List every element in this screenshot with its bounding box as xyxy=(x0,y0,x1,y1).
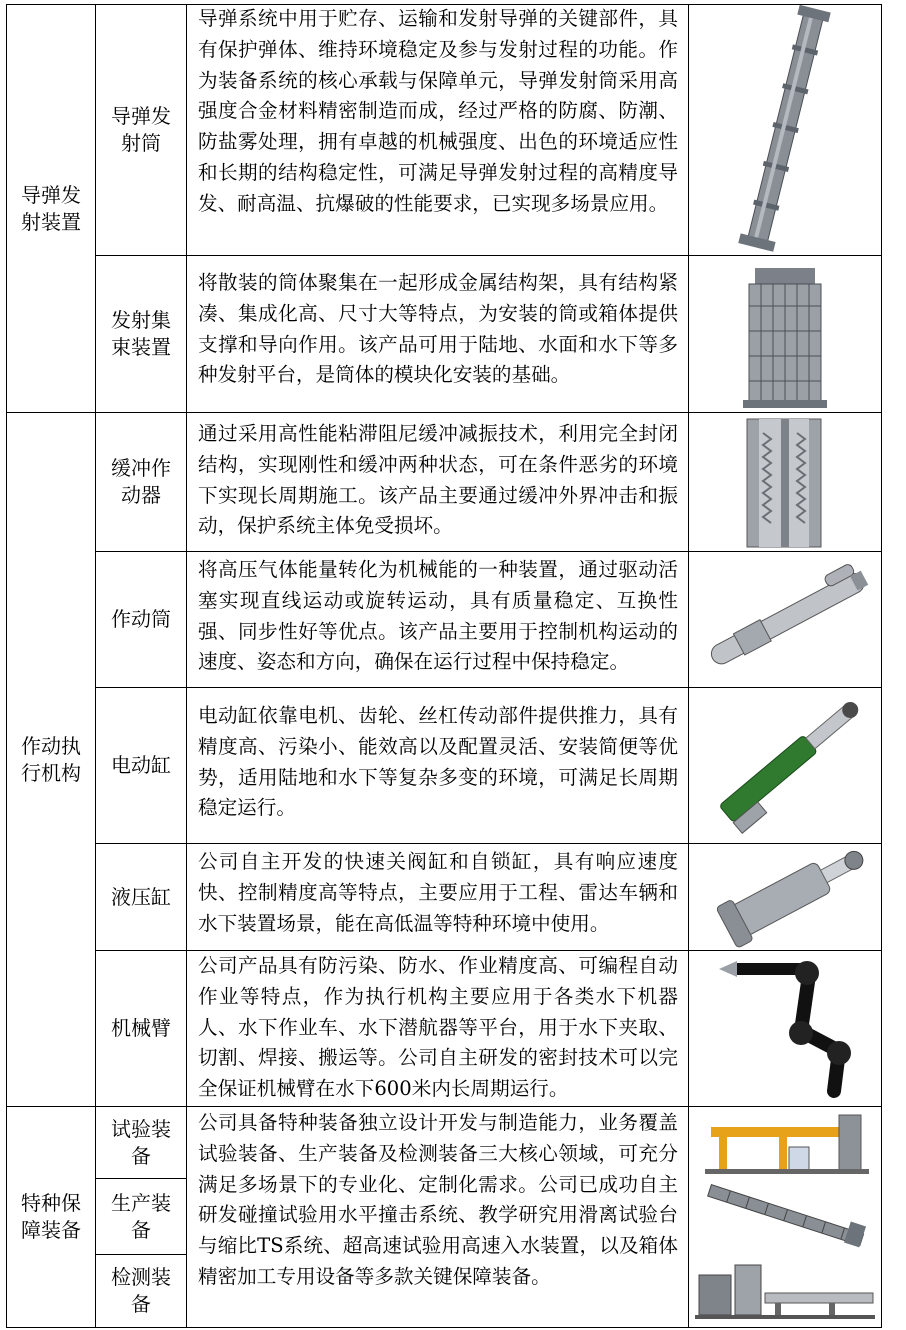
buffer-actuator-image xyxy=(689,413,881,551)
test-equipment-image xyxy=(689,1107,881,1178)
item-name: 缓冲作 动器 xyxy=(111,456,171,507)
electric-cylinder-image xyxy=(689,688,881,843)
item-description: 将高压气体能量转化为机械能的一种装置，通过驱动活塞实现直线运动或旋转运动，具有质量稳定、互换性强、同步性好等优点。该产品主要用于控制机构运动的速度、姿态和方向，确保在运行过程中保持稳定。 xyxy=(198,558,678,674)
item-name: 机械臂 xyxy=(111,1016,171,1040)
category-missile-launch: 导弹发 射装置 xyxy=(21,182,81,234)
item-name: 检测装 备 xyxy=(111,1265,171,1316)
item-description: 通过采用高性能粘滞阻尼缓冲减振技术，利用完全封闭结构，实现刚性和缓冲两种状态，可在条件恶劣的环境下实现长周期施工。该产品主要通过缓冲外界冲击和振动，保护系统主体免受损坏。 xyxy=(198,422,678,538)
inspection-equipment-image xyxy=(689,1255,881,1327)
launch-tube-image xyxy=(689,5,881,255)
item-name: 作动筒 xyxy=(111,607,171,631)
item-description: 导弹系统中用于贮存、运输和发射导弹的关键部件，具有保护弹体、维持环境稳定及参与发射过程的功能。作为装备系统的核心承载与保障单元，导弹发射筒采用高强度合金材料精密制造而成，经过严格的防腐、防潮、防盐雾处理，拥有卓越的机械强度、出色的环境适应性和长期的结构稳定性，可满足导弹发射过程的高精度导发、耐高温、抗爆破的性能要求，已实现多场景应用。 xyxy=(198,7,678,215)
category-actuators: 作动执 行机构 xyxy=(21,733,81,785)
item-name: 导弹发 射筒 xyxy=(111,104,171,155)
item-description: 公司产品具有防污染、防水、作业精度高、可编程自动作业等特点，作为执行机构主要应用于各类水下机器人、水下作业车、水下潜航器等平台，用于水下夹取、切割、焊接、搬运等。公司自主研发的密封技术可以完全保证机械臂在水下600米内长周期运行。 xyxy=(198,954,678,1101)
item-description: 电动缸依靠电机、齿轮、丝杠传动部件提供推力，具有精度高、污染小、能效高以及配置灵活、安装简便等优势，适用陆地和水下等复杂多变的环境，可满足长周期稳定运行。 xyxy=(198,704,678,820)
item-description: 将散装的筒体聚集在一起形成金属结构架，具有结构紧凑、集成化高、尺寸大等特点，为安装的筒或箱体提供支撑和导向作用。该产品可用于陆地、水面和水下等多种发射平台，是筒体的模块化安装的基础。 xyxy=(198,271,678,387)
item-description: 公司具备特种装备独立设计开发与制造能力，业务覆盖试验装备、生产装备及检测装备三大核心领域，可充分满足多场景下的专业化、定制化需求。公司已成功自主研发碰撞试验用水平撞击系统、教学研究用滑离试验台与缩比TS系统、超高速试验用高速入水装置，以及箱体精密加工专用设备等多款关键保障装备。 xyxy=(198,1111,678,1288)
actuator-cylinder-image xyxy=(689,552,881,687)
production-equipment-image xyxy=(689,1179,881,1254)
item-name: 液压缸 xyxy=(111,884,171,909)
item-name: 试验装 备 xyxy=(111,1116,171,1168)
cluster-frame-image xyxy=(689,256,881,412)
item-name: 生产装 备 xyxy=(111,1190,171,1242)
item-name: 电动缸 xyxy=(111,753,171,777)
item-description: 公司自主开发的快速关阀缸和自锁缸，具有响应速度快、控制精度高等特点，主要应用于工程、雷达车辆和水下装置场景，能在高低温等特种环境中使用。 xyxy=(198,850,678,935)
robot-arm-image xyxy=(689,951,881,1106)
item-name: 发射集 束装置 xyxy=(111,308,171,359)
hydraulic-cylinder-image xyxy=(689,844,881,950)
category-special-equipment: 特种保 障装备 xyxy=(21,1191,81,1242)
